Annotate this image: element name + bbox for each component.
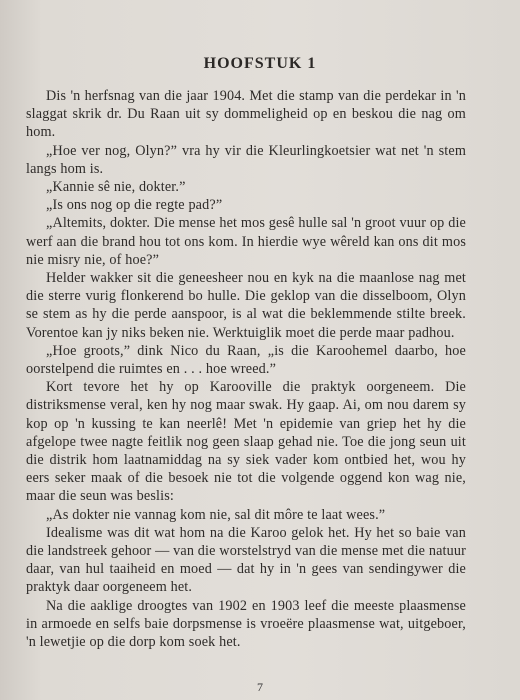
paragraph: Idealisme was dit wat hom na die Karoo gelok het. Hy het so baie van die landstreek gehoor — van die worstelstryd van die mense met die natuur daar, van hul taaiheid en moed — dat hy in 'n gees van sendingywer die praktyk daar oorgeneem het. [26, 524, 466, 596]
paragraph: „Hoe groots,” dink Nico du Raan, „is die Karoohemel daarbo, hoe oorstelpend die ruimtes en . . . hoe wreed.” [26, 342, 466, 378]
paragraph: Kort tevore het hy op Karooville die praktyk oorgeneem. Die distriksmense veral, ken hy nog maar swak. Hy gaap. Ai, om nou darem sy kop op 'n kussing te kan neerlê! Met 'n epidemie van griep het hy die afgelope twee nagte feitlik nog geen slaap gehad nie. Toe die jong seun uit die distrik hom laatnamiddag na sy siek vader kom ontbied het, wou hy eers seker maak of die besoek nie tot die volgende oggend kon wag nie, maar die seun was beslis: [26, 379, 466, 505]
page-number: 7 [257, 680, 263, 694]
paragraph: „Hoe ver nog, Olyn?” vra hy vir die Kleurlingkoetsier wat net 'n stem langs hom is. [26, 142, 466, 177]
paragraph: „Is ons nog op die regte pad?” [46, 197, 223, 214]
paragraph: „Altemits, dokter. Die mense het mos gesê hulle sal 'n groot vuur op die werf aan die brand hou tot ons kom. In hierdie wye wêreld kan ons dit mos nie misry nie, of hoe?” [26, 215, 466, 268]
chapter-title: HOOFSTUK 1 [203, 55, 317, 72]
paragraph: Na die aaklige droogtes van 1902 en 1903 leef die meeste plaasmense in armoede en selfs baie dorpsmense is vroeëre plaasmense wat, uitgeboer, 'n lewetjie op die dorp kom soek het. [26, 597, 466, 651]
paragraph: Dis 'n herfsnag van die jaar 1904. Met die stamp van die perdekar in 'n slaggat skrik dr. Du Raan uit sy dommeligheid op en beskou die nag om hom. [26, 88, 466, 141]
chapter-body [26, 87, 466, 651]
paragraph: Helder wakker sit die geneesheer nou en kyk na die maanlose nag met die sterre vurig flonkerend bo hulle. Die geklop van die disselboom, Olyn se stem as hy die perde aanspoor, is al wat die beklemmende stilte breek. Vorentoe kan jy niks beken nie. Werktuiglik moet die perde maar padhou. [26, 270, 466, 341]
paragraph: „As dokter nie vannag kom nie, sal dit môre te laat wees.” [46, 506, 386, 523]
paragraph: „Kannie sê nie, dokter.” [46, 179, 186, 196]
